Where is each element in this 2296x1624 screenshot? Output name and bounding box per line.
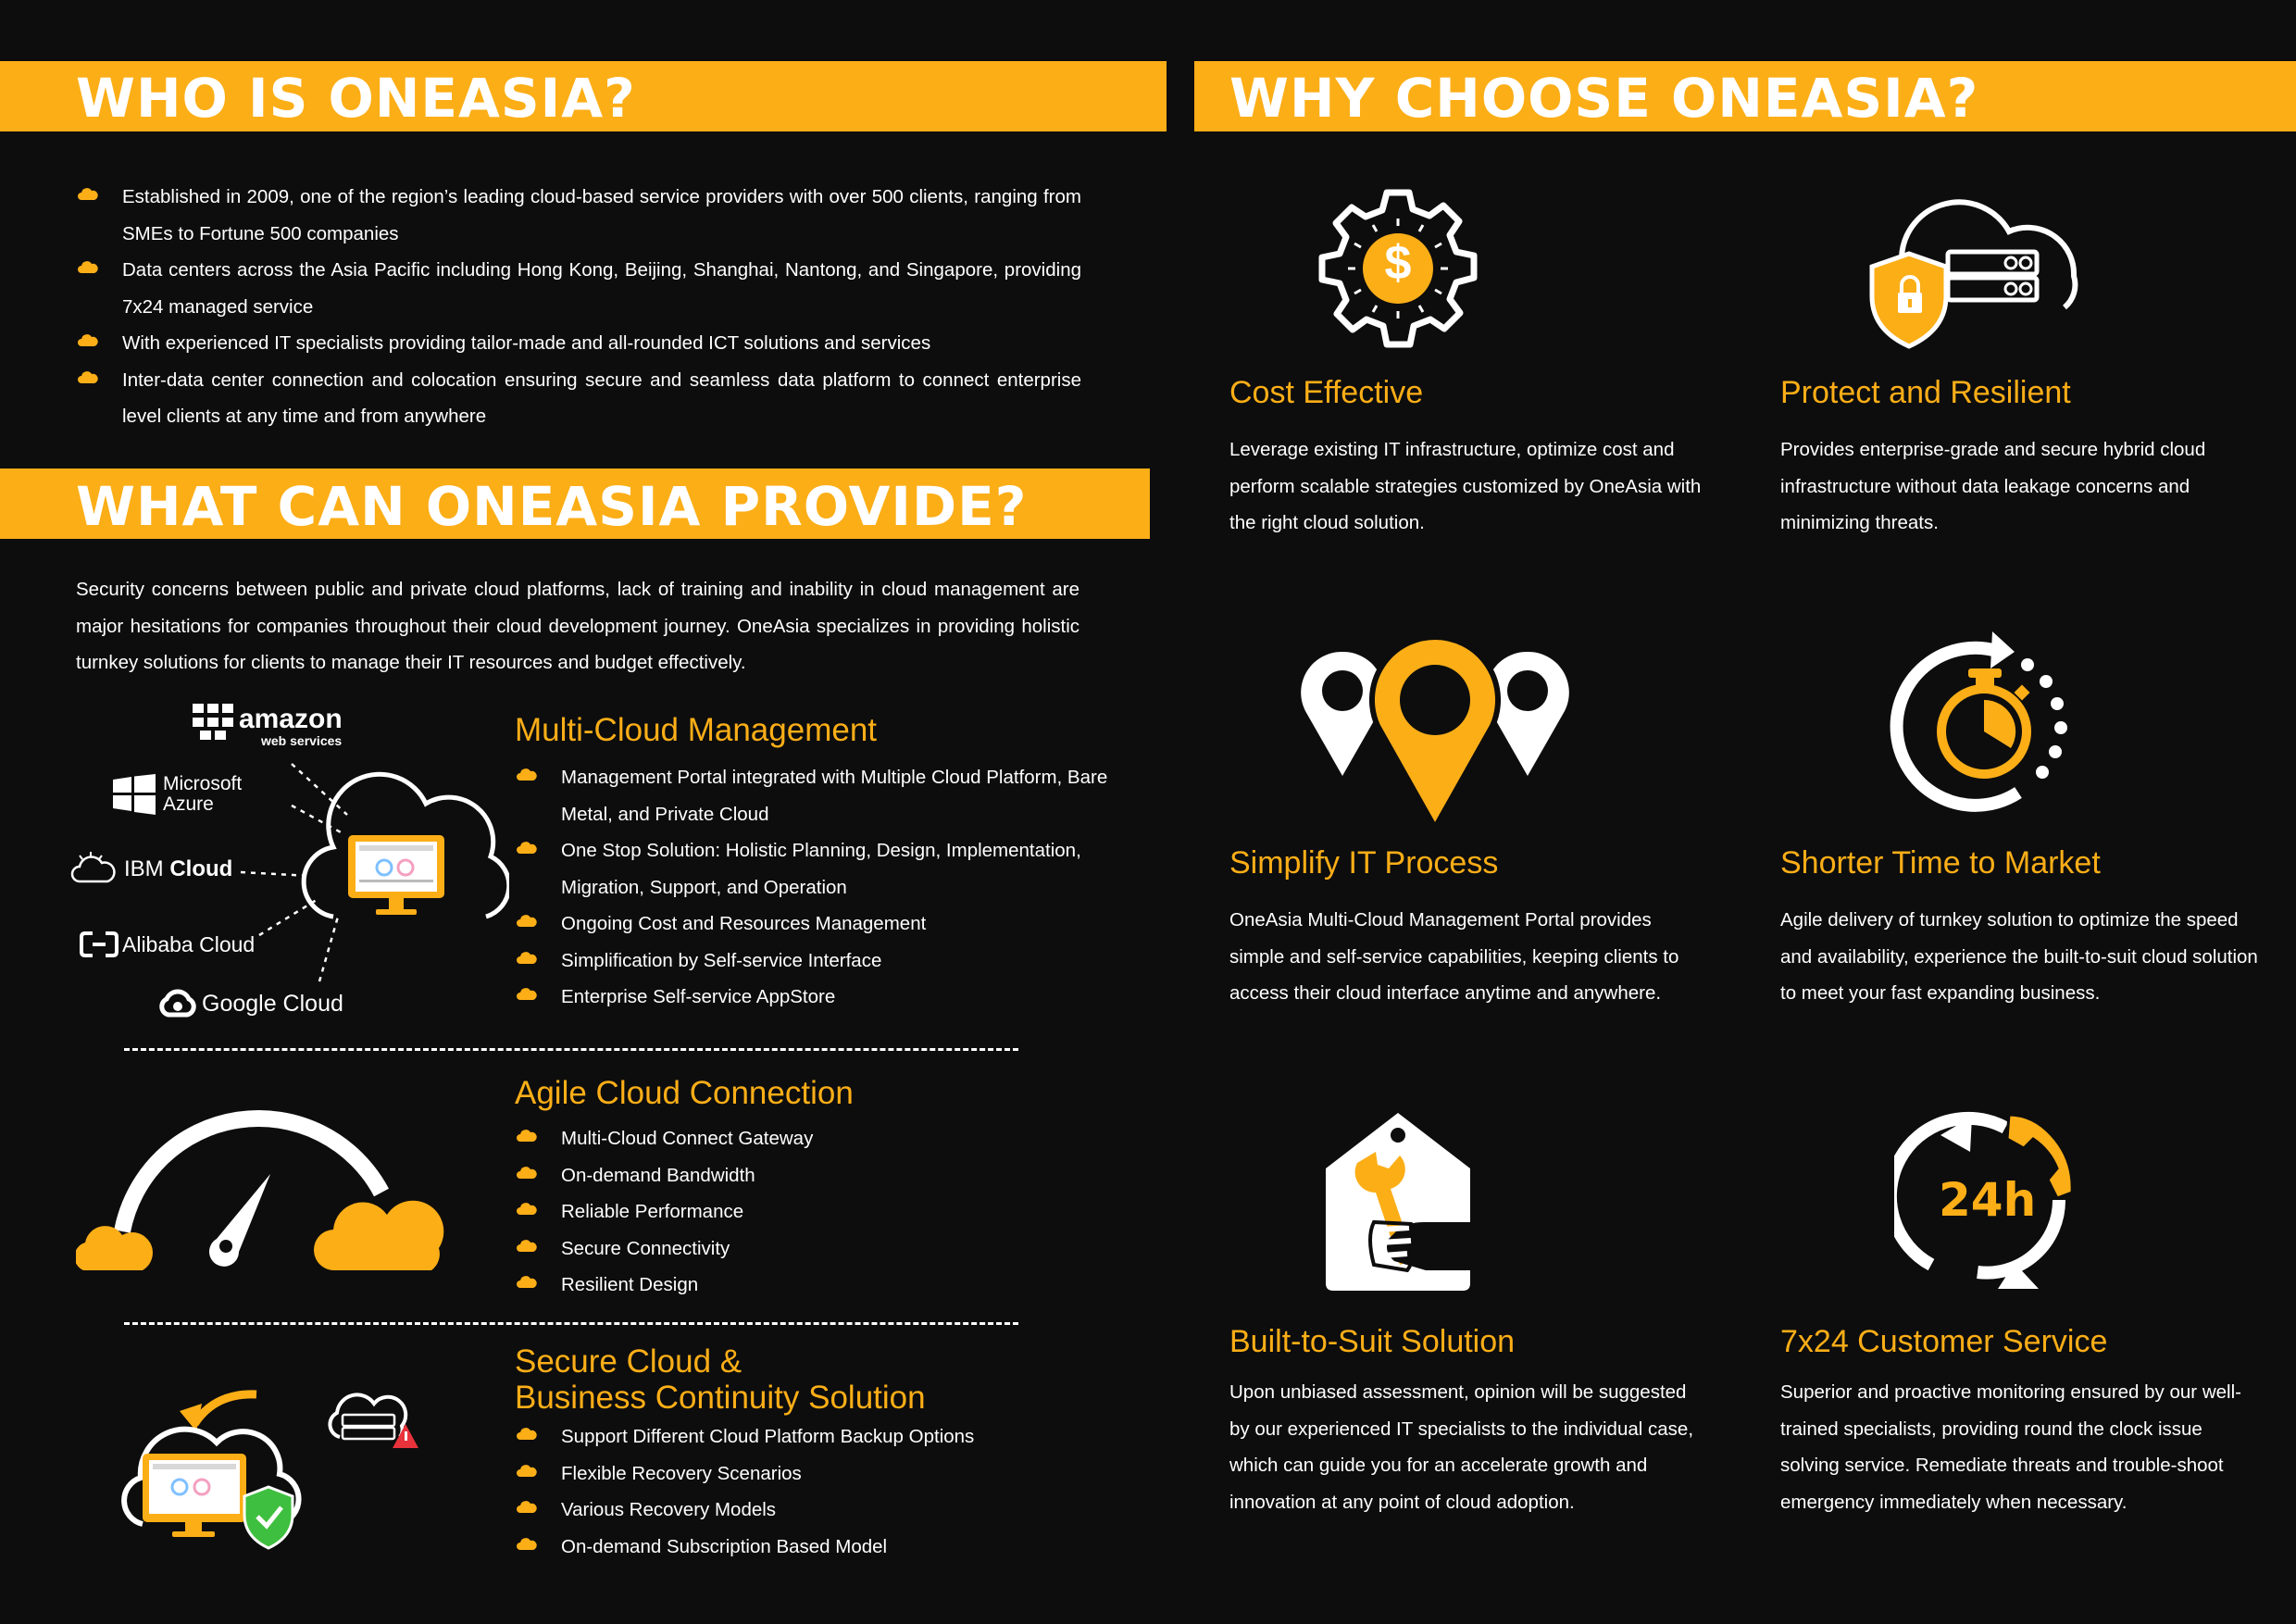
secure-title-line2: Business Continuity Solution — [515, 1380, 926, 1416]
list-item — [517, 1418, 1118, 1455]
list-item — [78, 362, 1081, 435]
alibaba-logo-text: Alibaba Cloud — [122, 932, 256, 956]
list-item-text: Multi-Cloud Connect Gateway — [561, 1128, 814, 1149]
cloud-shield-server-icon — [1861, 176, 2083, 352]
list-item-text: One Stop Solution: Holistic Planning, Design, Implementation, Migration, Support, and Operation — [561, 840, 1081, 898]
cloud-bullet-icon — [517, 914, 537, 927]
twenty-four-hours-text: 24h — [1939, 1173, 2037, 1227]
microsoft-logo-text: Microsoft — [163, 773, 243, 794]
speedometer-clouds-icon — [76, 1100, 446, 1276]
agile-list — [517, 1120, 1118, 1304]
azure-logo-text: Azure — [163, 793, 214, 815]
ibm-word: IBM — [124, 856, 164, 881]
cloud-bullet-icon — [517, 987, 537, 1000]
list-item — [517, 1267, 1118, 1304]
list-item — [517, 1529, 1118, 1566]
feature-text-time-to-market: Agile delivery of turnkey solution to optimize the speed and availability, experience the built-to-suit cloud solution to meet your fast expanding business. — [1780, 909, 2258, 1004]
ibm-cloud-logo-icon — [70, 850, 117, 885]
list-item — [517, 1455, 1118, 1493]
map-pins-icon — [1296, 637, 1583, 831]
cloud-bullet-icon — [517, 1239, 537, 1252]
ibm-logo-text — [124, 857, 232, 881]
list-item-text: Ongoing Cost and Resources Management — [561, 913, 927, 934]
list-item-text: Enterprise Self-service AppStore — [561, 986, 836, 1007]
feature-title-simplify-it: Simplify IT Process — [1229, 845, 1499, 881]
google-cloud-logo-icon — [157, 989, 198, 1018]
cloud-bullet-icon — [78, 187, 98, 200]
list-item — [517, 1492, 1118, 1529]
what-intro-paragraph: Security concerns between public and private cloud platforms, lack of training and inability in cloud management are major hesitations for companies throughout their cloud development journey. OneAsia specializes in providing holistic turnkey solutions for clients to manage their IT resources and budget effectively. — [76, 579, 1079, 673]
cloud-bullet-icon — [517, 1166, 537, 1179]
list-item-text: On-demand Subscription Based Model — [561, 1535, 888, 1557]
cloud-bullet-icon — [78, 260, 98, 273]
what-heading: WHAT CAN ONEASIA PROVIDE? — [76, 475, 1028, 538]
backup-cloud-icon — [104, 1367, 437, 1552]
list-item-text: Resilient Design — [561, 1274, 699, 1295]
list-item-text: Flexible Recovery Scenarios — [561, 1462, 802, 1484]
list-item-text: Secure Connectivity — [561, 1237, 730, 1259]
feature-title-protect-resilient: Protect and Resilient — [1780, 375, 2071, 410]
cloud-bullet-icon — [517, 951, 537, 964]
wrench-tag-icon — [1315, 1107, 1481, 1293]
cloud-bullet-icon — [517, 1427, 537, 1440]
amazon-logo-text: amazon — [239, 704, 343, 734]
list-item — [517, 943, 1118, 980]
list-item — [517, 1157, 1118, 1194]
list-item — [78, 325, 1081, 362]
list-item-text: Various Recovery Models — [561, 1499, 777, 1520]
who-bullet-list — [78, 179, 1081, 435]
multi-cloud-list — [517, 759, 1118, 1016]
list-item — [517, 759, 1118, 832]
list-item — [517, 1193, 1118, 1230]
feature-title-customer-service: 7x24 Customer Service — [1780, 1324, 2108, 1359]
cloud-bullet-icon — [517, 1202, 537, 1215]
feature-text-protect-resilient: Provides enterprise-grade and secure hybrid cloud infrastructure without data leakage concerns and minimizing threats. — [1780, 439, 2206, 533]
agile-title: Agile Cloud Connection — [515, 1075, 854, 1111]
secure-title-line1: Secure Cloud & — [515, 1343, 742, 1380]
amazon-logo-subtext: web services — [261, 733, 343, 748]
list-item — [517, 1230, 1118, 1268]
cloud-bullet-icon — [517, 1537, 537, 1550]
list-item-text: Simplification by Self-service Interface — [561, 949, 882, 971]
section-divider — [124, 1322, 1018, 1325]
cloud-bullet-icon — [517, 841, 537, 854]
multi-cloud-title: Multi-Cloud Management — [515, 712, 878, 748]
cloud-bullet-icon — [78, 333, 98, 346]
list-item-text: Inter-data center connection and colocation ensuring secure and seamless data platform to connect enterprise level clients at any time and from anywhere — [122, 369, 1081, 427]
cloud-bullet-icon — [78, 370, 98, 383]
feature-text-built-to-suit: Upon unbiased assessment, opinion will be suggested by our experienced IT specialists to the individual case, which can guide you for an accelerate growth and innovation at any point of cloud adoption. — [1229, 1381, 1694, 1513]
who-heading: WHO IS ONEASIA? — [76, 67, 636, 130]
section-divider — [124, 1048, 1018, 1051]
feature-title-time-to-market: Shorter Time to Market — [1780, 845, 2101, 881]
google-cloud-logo-text: Google Cloud — [202, 991, 343, 1017]
list-item-text: Data centers across the Asia Pacific including Hong Kong, Beijing, Shanghai, Nantong, and Singapore, providing 7x24 managed service — [122, 259, 1081, 318]
secure-list — [517, 1418, 1118, 1565]
list-item-text: Management Portal integrated with Multiple Cloud Platform, Bare Metal, and Private Cloud — [561, 767, 1108, 825]
feature-title-built-to-suit: Built-to-Suit Solution — [1229, 1324, 1516, 1359]
feature-text-simplify-it: OneAsia Multi-Cloud Management Portal provides simple and self-service capabilities, keeping clients to access their cloud interface anytime and anywhere. — [1229, 909, 1679, 1004]
stopwatch-icon — [1889, 626, 2083, 820]
dollar-symbol: $ — [1384, 236, 1412, 290]
feature-text-customer-service: Superior and proactive monitoring ensured by our well-trained specialists, providing round the clock issue solving service. Remediate threats and trouble-shoot emergency immediately when necessary. — [1780, 1381, 2241, 1513]
cloud-bullet-icon — [517, 1500, 537, 1513]
list-item-text: With experienced IT specialists providing tailor-made and all-rounded ICT solutions and services — [122, 332, 931, 354]
list-item — [78, 179, 1081, 252]
cloud-word: Cloud — [169, 856, 233, 881]
cloud-bullet-icon — [517, 1129, 537, 1142]
list-item — [517, 979, 1118, 1016]
list-item-text: On-demand Bandwidth — [561, 1164, 755, 1186]
windows-logo-icon — [113, 774, 156, 815]
list-item — [78, 252, 1081, 325]
feature-text-cost-effective: Leverage existing IT infrastructure, optimize cost and perform scalable strategies customized by OneAsia with the right cloud solution. — [1229, 439, 1702, 533]
list-item — [517, 1120, 1118, 1157]
cloud-bullet-icon — [517, 1275, 537, 1288]
alibaba-cloud-logo-icon — [80, 931, 119, 957]
cloud-bullet-icon — [517, 768, 537, 781]
why-heading: WHY CHOOSE ONEASIA? — [1229, 67, 1979, 130]
list-item-text: Established in 2009, one of the region’s leading cloud-based service providers with over 500 clients, ranging from SMEs to Fortune 500 companies — [122, 186, 1081, 244]
list-item-text: Support Different Cloud Platform Backup Options — [561, 1426, 975, 1447]
amazon-cubes-logo-icon — [191, 702, 237, 743]
cloud-bullet-icon — [517, 1464, 537, 1477]
list-item — [517, 906, 1118, 943]
list-item — [517, 832, 1118, 906]
list-item-text: Reliable Performance — [561, 1201, 744, 1222]
feature-title-cost-effective: Cost Effective — [1229, 375, 1424, 410]
